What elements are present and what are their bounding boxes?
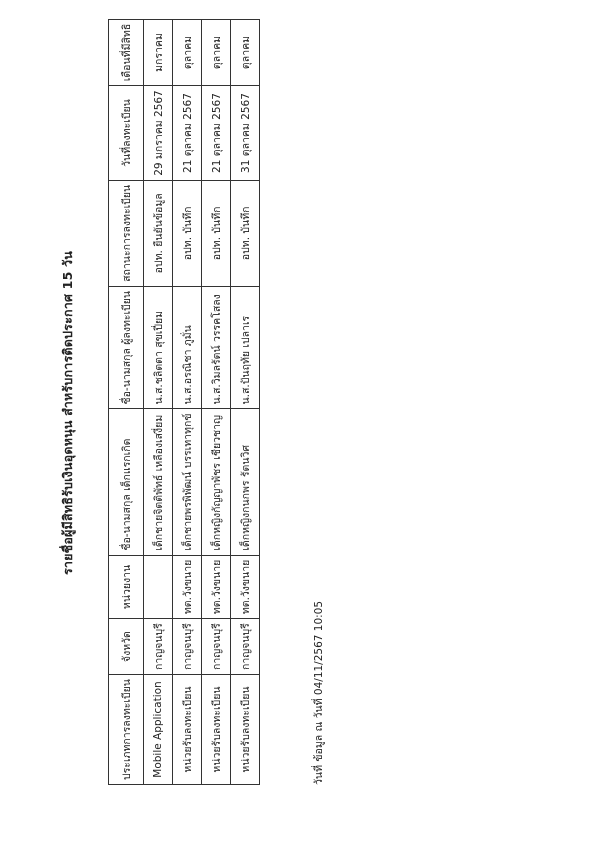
document-title: รายชื่อผู้มีสิทธิรับเงินอุดหนุน สำหรับการติดประกาศ 15 วัน bbox=[60, 251, 75, 576]
cell-province: กาญจนบุรี bbox=[231, 619, 260, 675]
table-row bbox=[173, 19, 202, 784]
cell-registrant-name: น.ส.อรณิชา ภูมั่น bbox=[173, 286, 202, 409]
header-newborn-name: ชื่อ-นามสกุล เด็กแรกเกิด bbox=[109, 409, 144, 555]
cell-newborn-name: เด็กชายจิตติพัทธ์ เหลืองเสงี่ยม bbox=[144, 409, 173, 555]
cell-registration-status: อปท. บันทึก bbox=[173, 180, 202, 286]
cell-registration-status: อปท. ยืนยันข้อมูล bbox=[144, 180, 173, 286]
cell-eligible-month: มกราคม bbox=[144, 19, 173, 85]
cell-registration-date: 29 มกราคม 2567 bbox=[144, 86, 173, 181]
cell-eligible-month: ตุลาคม bbox=[231, 19, 260, 85]
header-registration-date: วันที่ลงทะเบียน bbox=[109, 86, 144, 181]
cell-agency bbox=[144, 555, 173, 619]
cell-newborn-name: เด็กหญิงกนกพร รัตนวิศ bbox=[231, 409, 260, 555]
table-row bbox=[144, 19, 173, 784]
cell-registration-type: Mobile Application bbox=[144, 675, 173, 785]
cell-registration-type: หน่วยรับลงทะเบียน bbox=[202, 675, 231, 785]
table-row bbox=[231, 19, 260, 784]
cell-registrant-name: น.ส.ชลิตตา สุขเปี่ยม bbox=[144, 286, 173, 409]
cell-registration-status: อปท. บันทึก bbox=[231, 180, 260, 286]
header-registrant-name: ชื่อ-นามสกุล ผู้ลงทะเบียน bbox=[109, 286, 144, 409]
cell-registration-date: 21 ตุลาคม 2567 bbox=[173, 86, 202, 181]
header-province: จังหวัด bbox=[109, 619, 144, 675]
cell-province: กาญจนบุรี bbox=[202, 619, 231, 675]
cell-agency: ทต.วังขนาย bbox=[173, 555, 202, 619]
data-timestamp: วันที่ ข้อมูล ณ วันที่ 04/11/2567 10:05 bbox=[313, 600, 325, 785]
header-registration-status: สถานะการลงทะเบียน bbox=[109, 180, 144, 286]
header-registration-type: ประเภทการลงทะเบียน bbox=[109, 675, 144, 785]
table-header-row bbox=[109, 19, 144, 784]
beneficiary-table bbox=[108, 19, 260, 785]
cell-registration-status: อปท. บันทึก bbox=[202, 180, 231, 286]
cell-province: กาญจนบุรี bbox=[144, 619, 173, 675]
rotated-content bbox=[48, 23, 588, 793]
cell-eligible-month: ตุลาคม bbox=[202, 19, 231, 85]
header-agency: หน่วยงาน bbox=[109, 555, 144, 619]
header-eligible-month: เดือนที่มีสิทธิ bbox=[109, 19, 144, 85]
cell-registrant-name: น.ส.ปันฤทัย เปลาเร bbox=[231, 286, 260, 409]
cell-eligible-month: ตุลาคม bbox=[173, 19, 202, 85]
table-row bbox=[202, 19, 231, 784]
cell-agency: ทต.วังขนาย bbox=[202, 555, 231, 619]
cell-registration-type: หน่วยรับลงทะเบียน bbox=[173, 675, 202, 785]
cell-registration-date: 21 ตุลาคม 2567 bbox=[202, 86, 231, 181]
cell-registrant-name: น.ส.วิมลรัตน์ วรรคโสลง bbox=[202, 286, 231, 409]
cell-registration-date: 31 ตุลาคม 2567 bbox=[231, 86, 260, 181]
cell-newborn-name: เด็กชายพรพิพัฒน์ บรรเทาทุกข์ bbox=[173, 409, 202, 555]
cell-province: กาญจนบุรี bbox=[173, 619, 202, 675]
cell-agency: ทต.วังขนาย bbox=[231, 555, 260, 619]
cell-registration-type: หน่วยรับลงทะเบียน bbox=[231, 675, 260, 785]
cell-newborn-name: เด็กหญิงกัญญาพัชร เชียวชาญ bbox=[202, 409, 231, 555]
